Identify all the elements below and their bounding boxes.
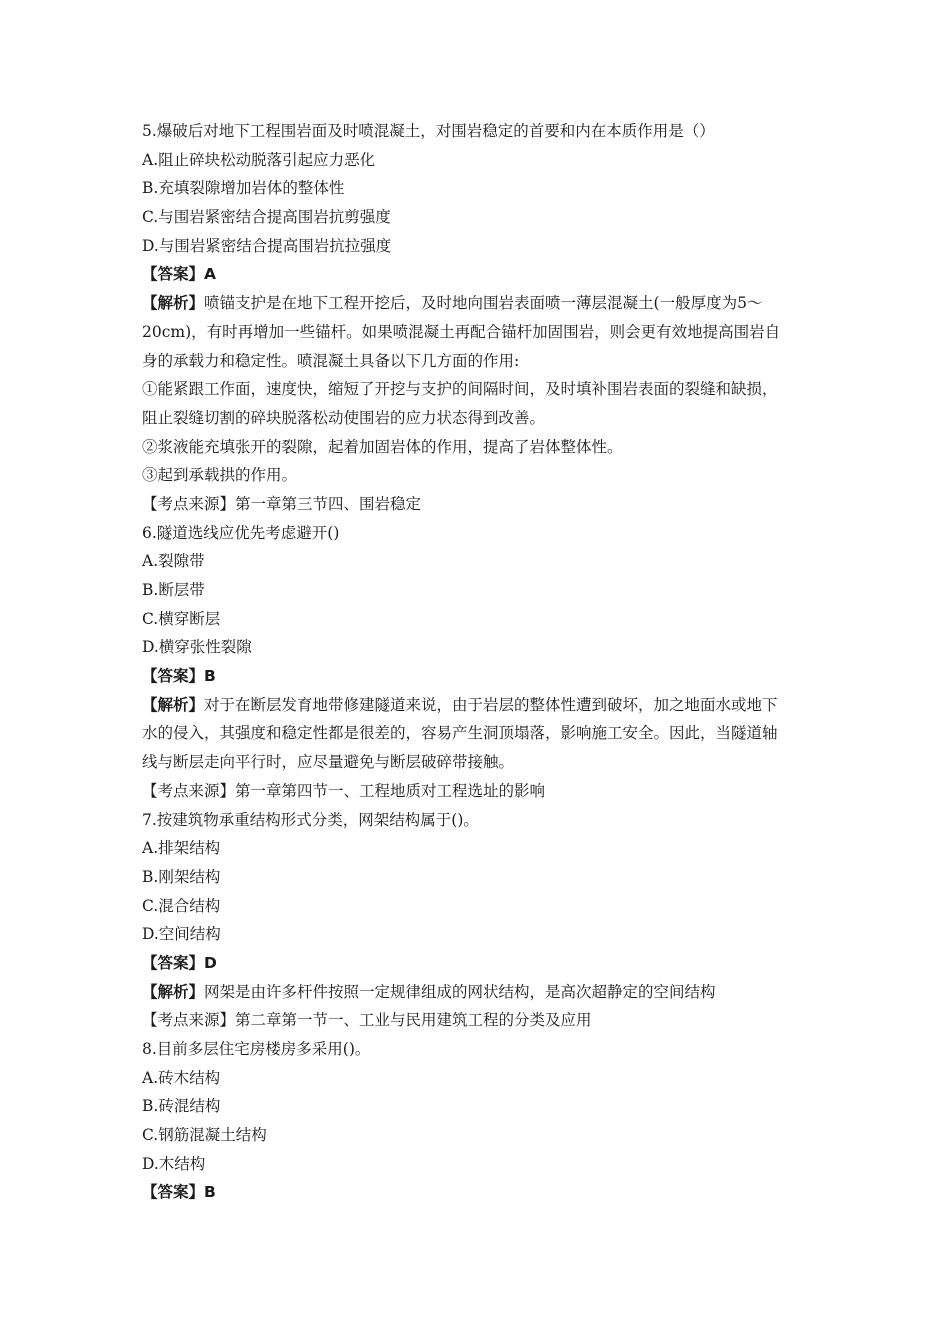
- analysis-line: [142, 289, 812, 318]
- option-c: C.与围岩紧密结合提高围岩抗剪强度: [142, 208, 391, 227]
- question-stem: 8.目前多层住宅房楼房多采用()。: [142, 1040, 371, 1058]
- analysis-line: ③起到承载拱的作用。: [142, 466, 298, 485]
- question-7: [142, 806, 812, 1036]
- answer-value: A: [204, 265, 217, 284]
- answer-value: B: [204, 667, 216, 686]
- analysis-line: 水的侵入，其强度和稳定性都是很差的，容易产生洞顶塌落，影响施工安全。因此，当隧道轴: [142, 724, 778, 743]
- answer-line: [142, 662, 812, 691]
- answer-tag: 【答案】: [142, 265, 205, 284]
- analysis-tag: 【解析】: [142, 695, 205, 714]
- option-b: B.砖混结构: [142, 1097, 221, 1116]
- analysis-line: ①能紧跟工作面，速度快，缩短了开挖与支护的间隔时间，及时填补围岩表面的裂缝和缺损，: [142, 380, 778, 399]
- question-stem: 6.隧道选线应优先考虑避开(): [142, 523, 340, 542]
- analysis-line: 20cm)，有时再增加一些锚杆。如果喷混凝土再配合锚杆加固围岩，则会更有效地提高围岩自: [142, 322, 781, 341]
- option-c: C.横穿断层: [142, 609, 221, 628]
- answer-line: [142, 1178, 812, 1207]
- source-line: 【考点来源】第二章第一节一、工业与民用建筑工程的分类及应用: [142, 1011, 592, 1030]
- question-stem: 5.爆破后对地下工程围岩面及时喷混凝土，对围岩稳定的首要和内在本质作用是（）: [142, 122, 715, 140]
- option-c: C.混合结构: [142, 896, 221, 915]
- analysis-line: 线与断层走向平行时，应尽量避免与断层破碎带接触。: [142, 753, 515, 772]
- analysis-tag: 【解析】: [142, 982, 205, 1001]
- option-d: D.木结构: [142, 1154, 206, 1173]
- analysis-line: [142, 978, 812, 1007]
- source-line: 【考点来源】第一章第四节一、工程地质对工程选址的影响: [142, 781, 546, 800]
- option-d: D.与围岩紧密结合提高围岩抗拉强度: [142, 236, 392, 255]
- option-b: B.刚架结构: [142, 867, 221, 886]
- analysis-line: [142, 691, 812, 720]
- answer-tag: 【答案】: [142, 1183, 205, 1202]
- question-8: [142, 1035, 812, 1207]
- question-5: [142, 117, 812, 519]
- analysis-text: 对于在断层发育地带修建隧道来说，由于岩层的整体性遭到破坏，加之地面水或地下: [204, 695, 778, 714]
- question-stem: 7.按建筑物承重结构形式分类，网架结构属于()。: [142, 810, 479, 829]
- analysis-text: 网架是由许多杆件按照一定规律组成的网状结构，是高次超静定的空间结构: [204, 982, 716, 1001]
- document-content: [142, 117, 812, 1207]
- answer-tag: 【答案】: [142, 953, 205, 972]
- option-a: A.阻止碎块松动脱落引起应力恶化: [142, 150, 376, 169]
- option-a: A.裂隙带: [142, 552, 205, 571]
- analysis-line: 阻止裂缝切割的碎块脱落松动使围岩的应力状态得到改善。: [142, 408, 546, 427]
- source-line: 【考点来源】第一章第三节四、围岩稳定: [142, 494, 422, 513]
- option-d: D.空间结构: [142, 925, 221, 944]
- answer-value: B: [204, 1183, 216, 1202]
- analysis-text: 喷锚支护是在地下工程开挖后，及时地向围岩表面喷一薄层混凝土(一般厚度为5～: [204, 294, 763, 313]
- option-a: A.砖木结构: [142, 1068, 221, 1087]
- option-a: A.排架结构: [142, 839, 221, 858]
- answer-line: [142, 949, 812, 978]
- analysis-line: 身的承载力和稳定性。喷混凝土具备以下几方面的作用:: [142, 351, 520, 370]
- analysis-tag: 【解析】: [142, 294, 205, 313]
- analysis-line: ②浆液能充填张开的裂隙，起着加固岩体的作用，提高了岩体整体性。: [142, 437, 623, 456]
- answer-line: [142, 260, 812, 289]
- question-6: [142, 519, 812, 806]
- answer-tag: 【答案】: [142, 667, 205, 686]
- option-b: B.断层带: [142, 581, 205, 599]
- answer-value: D: [204, 953, 217, 972]
- option-b: B.充填裂隙增加岩体的整体性: [142, 179, 345, 198]
- option-d: D.横穿张性裂隙: [142, 638, 252, 657]
- option-c: C.钢筋混凝土结构: [142, 1126, 267, 1145]
